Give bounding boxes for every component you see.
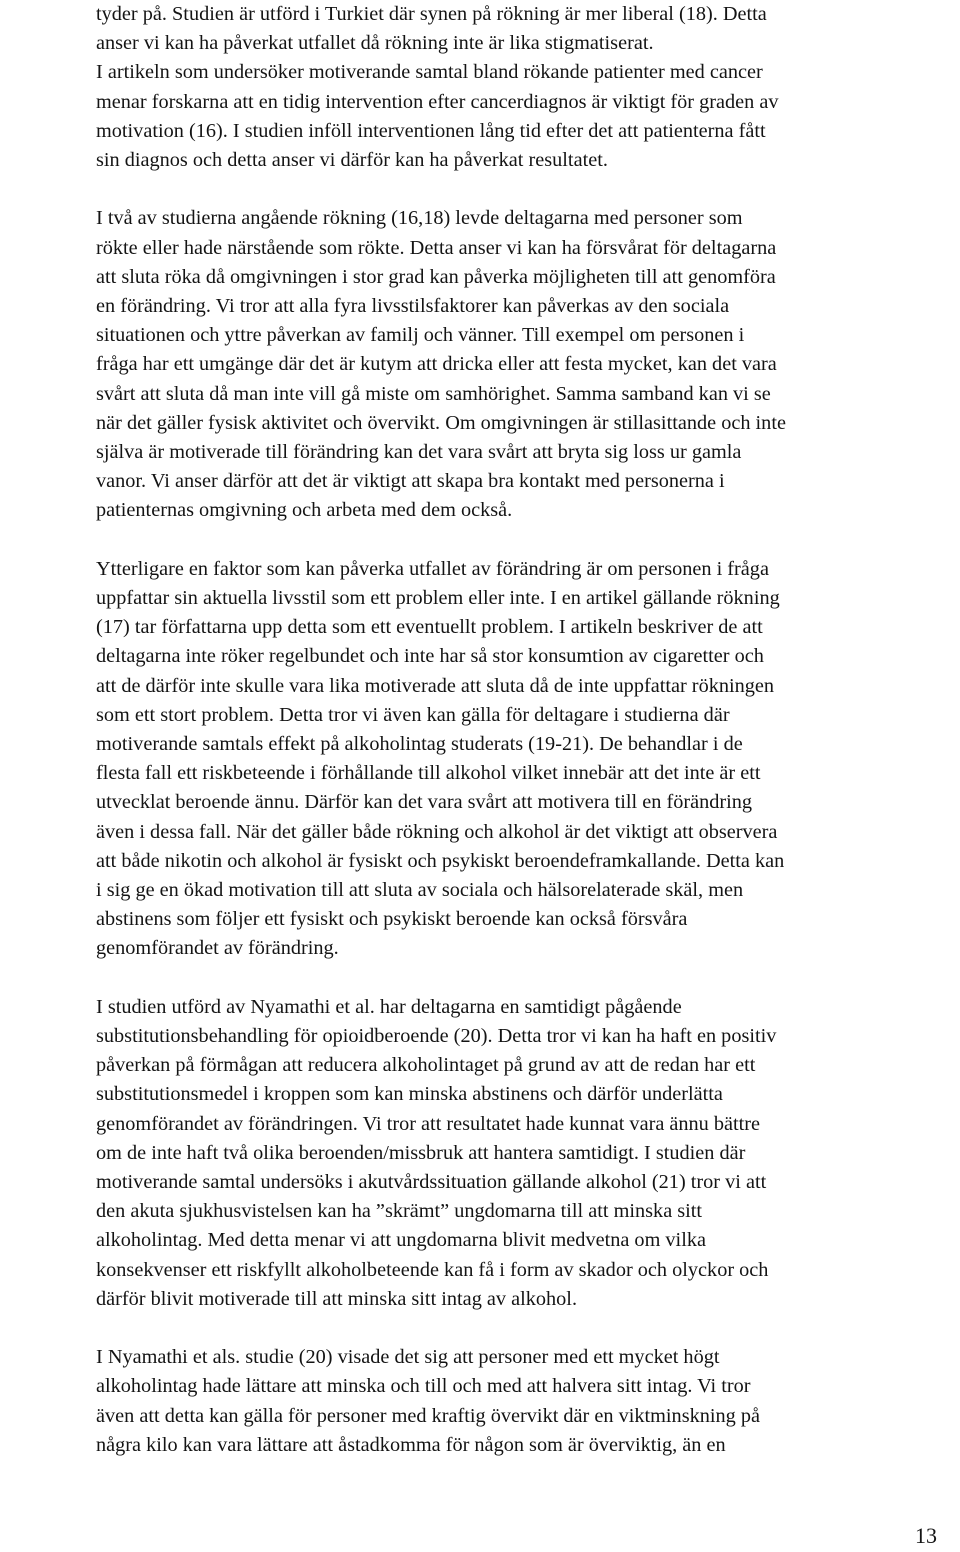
paragraph-5 xyxy=(96,1343,960,1460)
text-line: I studien utförd av Nyamathi et al. har deltagarna en samtidigt pågående xyxy=(96,995,682,1018)
page-number: 13 xyxy=(915,1523,937,1548)
text-line: substitutionsmedel i kroppen som kan minska abstinens och därför underlätta xyxy=(96,1083,723,1106)
text-line: substitutionsbehandling för opioidberoende (20). Detta tror vi kan ha haft en positiv xyxy=(96,1025,777,1048)
text-line: genomförandet av förändring. xyxy=(96,937,339,960)
paragraph-3 xyxy=(96,555,960,964)
text-line: själva är motiverade till förändring kan det vara svårt att bryta sig loss ur gamla xyxy=(96,441,742,464)
text-line: fråga har ett umgänge där det är kutym att dricka eller att festa mycket, kan det vara xyxy=(96,353,777,376)
text-line: flesta fall ett riskbeteende i förhållande till alkohol vilket innebär att det inte är ett xyxy=(96,762,761,785)
text-line: som ett stort problem. Detta tror vi även kan gälla för deltagare i studierna där xyxy=(96,703,730,726)
text-line: några kilo kan vara lättare att åstadkomma för någon som är överviktig, än en xyxy=(96,1433,726,1456)
text-line: menar forskarna att en tidig intervention efter cancerdiagnos är viktigt för graden av xyxy=(96,90,779,113)
text-line: motiverande samtal undersöks i akutvårdssituation gällande alkohol (21) tror vi att xyxy=(96,1171,767,1194)
text-line: svårt att sluta då man inte vill gå miste om samhörighet. Samma samband kan vi se xyxy=(96,382,771,405)
text-line: vanor. Vi anser därför att det är viktigt att skapa bra kontakt med personerna i xyxy=(96,470,725,493)
text-line: en förändring. Vi tror att alla fyra livsstilsfaktorer kan påverkas av den sociala xyxy=(96,295,730,318)
text-line: tyder på. Studien är utförd i Turkiet där synen på rökning är mer liberal (18). Detta xyxy=(96,3,767,25)
text-line: anser vi kan ha påverkat utfallet då rökning inte är lika stigmatiserat. xyxy=(96,32,654,55)
text-line: påverkan på förmågan att reducera alkoholintaget på grund av att de redan har ett xyxy=(96,1054,756,1077)
text-line: därför blivit motiverade till att minska sitt intag av alkohol. xyxy=(96,1287,578,1310)
paragraph-4 xyxy=(96,993,960,1314)
text-line: att både nikotin och alkohol är fysiskt och psykiskt beroendeframkallande. Detta kan xyxy=(96,849,785,872)
text-line: situationen och yttre påverkan av familj och vänner. Till exempel om personen i xyxy=(96,324,745,347)
text-line: även i dessa fall. När det gäller både rökning och alkohol är det viktigt att observera xyxy=(96,820,778,843)
text-line: I två av studierna angående rökning (16,18) levde deltagarna med personer som xyxy=(96,207,743,230)
text-line: alkoholintag hade lättare att minska och till och med att halvera sitt intag. Vi tror xyxy=(96,1375,751,1398)
text-line: genomförandet av förändringen. Vi tror att resultatet hade kunnat vara ännu bättre xyxy=(96,1112,761,1135)
text-line: även att detta kan gälla för personer med kraftig övervikt där en viktminskning på xyxy=(96,1404,760,1427)
text-line: (17) tar författarna upp detta som ett eventuellt problem. I artikeln beskriver de att xyxy=(96,616,763,639)
text-line: den akuta sjukhusvistelsen kan ha ”skrämt” ungdomarna till att minska sitt xyxy=(96,1200,703,1223)
paragraph-1 xyxy=(96,0,960,175)
body-text xyxy=(96,0,960,1489)
text-line: konsekvenser ett riskfyllt alkoholbeteende kan få i form av skador och olyckor och xyxy=(96,1258,769,1281)
text-line: motivation (16). I studien inföll interventionen lång tid efter det att patienterna fått xyxy=(96,119,766,142)
text-line: I Nyamathi et als. studie (20) visade det sig att personer med ett mycket högt xyxy=(96,1346,720,1369)
text-line: patienternas omgivning och arbeta med dem också. xyxy=(96,499,513,522)
paragraph-2 xyxy=(96,204,960,525)
text-line: utvecklat beroende ännu. Därför kan det vara svårt att motivera till en förändring xyxy=(96,791,753,814)
text-line: om de inte haft två olika beroenden/missbruk att hantera samtidigt. I studien där xyxy=(96,1141,746,1164)
text-line: i sig ge en ökad motivation till att sluta av sociala och hälsorelaterade skäl, men xyxy=(96,879,744,902)
text-line: sin diagnos och detta anser vi därför kan ha påverkat resultatet. xyxy=(96,149,608,172)
text-line: I artikeln som undersöker motiverande samtal bland rökande patienter med cancer xyxy=(96,61,763,84)
text-line: rökte eller hade närstående som rökte. Detta anser vi kan ha försvårat för deltagarna xyxy=(96,236,777,259)
text-line: motiverande samtals effekt på alkoholintag studerats (19-21). De behandlar i de xyxy=(96,733,743,756)
text-line: när det gäller fysisk aktivitet och övervikt. Om omgivningen är stillasittande och inte xyxy=(96,411,786,434)
text-line: att sluta röka då omgivningen i stor grad kan påverka möjligheten till att genomföra xyxy=(96,265,776,288)
text-line: deltagarna inte röker regelbundet och inte har så stor konsumtion av cigaretter och xyxy=(96,645,764,668)
text-line: uppfattar sin aktuella livsstil som ett problem eller inte. I en artikel gällande rökning xyxy=(96,587,780,610)
text-line: Ytterligare en faktor som kan påverka utfallet av förändring är om personen i fråga xyxy=(96,557,769,580)
text-line: abstinens som följer ett fysiskt och psykiskt beroende kan också försvåra xyxy=(96,908,688,931)
text-line: alkoholintag. Med detta menar vi att ungdomarna blivit medvetna om vilka xyxy=(96,1229,706,1252)
text-line: att de därför inte skulle vara lika motiverade att sluta då de inte uppfattar rökningen xyxy=(96,674,775,697)
